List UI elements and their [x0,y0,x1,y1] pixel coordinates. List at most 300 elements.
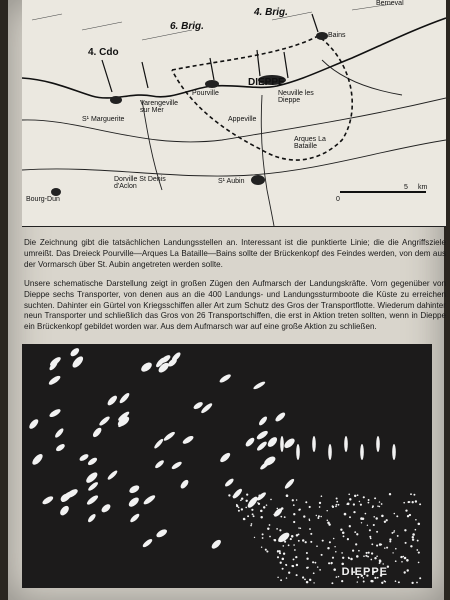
landing-craft-mark [389,493,391,495]
landing-craft-mark [262,533,264,535]
landing-craft-mark [241,497,243,499]
landing-craft-mark [298,540,300,542]
landing-craft-mark [371,543,373,545]
landing-craft-mark [261,547,262,548]
map-label-dieppe: DIEPPE [248,77,285,88]
landing-craft-mark [412,536,414,538]
landing-craft-mark [296,564,298,566]
landing-craft-mark [306,552,308,554]
map-label-neuville: Neuville les Dieppe [278,90,314,104]
landing-craft-mark [300,527,302,529]
landing-craft-mark [386,519,388,521]
landing-craft-mark [348,493,350,495]
landing-craft-mark [305,501,307,503]
landing-craft-mark [381,582,383,584]
landing-craft-mark [349,516,351,518]
landing-craft-mark [306,581,309,584]
landing-craft-mark [398,581,400,583]
landing-craft-mark [241,508,243,510]
landing-craft-mark [304,579,306,581]
warship-mark [376,436,380,452]
ship-mark [246,495,259,509]
landing-craft-mark [406,569,408,571]
landing-craft-mark [313,572,315,574]
ship-mark [48,374,62,386]
landing-craft-mark [363,555,365,557]
landing-craft-mark [280,516,282,518]
landing-craft-mark [267,528,269,530]
landing-craft-mark [245,507,247,509]
landing-craft-mark [384,521,386,523]
warship-mark [296,444,300,460]
map-label-bourg-dun: Bourg-Dun [26,196,60,203]
landing-craft-mark [251,509,253,511]
ship-mark [106,394,119,407]
landing-craft-mark [309,506,311,508]
warship-mark [392,444,396,460]
ship-mark [28,418,40,431]
landing-craft-mark [368,499,370,501]
ship-mark [219,451,232,463]
landing-craft-mark [395,548,397,550]
landing-craft-mark [365,513,367,515]
landing-craft-mark [419,577,421,579]
landing-craft-mark [316,515,317,516]
landing-craft-mark [336,498,338,500]
landing-craft-mark [322,540,324,542]
landing-craft-mark [360,504,362,506]
warship-mark [280,436,284,452]
landing-craft-mark [369,536,371,538]
landing-craft-mark [374,497,376,499]
landing-craft-mark [333,538,335,540]
ship-mark [179,478,190,489]
landing-craft-mark [270,499,272,501]
landing-craft-mark [395,560,397,562]
landing-craft-mark [306,558,308,560]
landing-craft-mark [355,543,357,545]
ship-mark [86,494,100,506]
landing-craft-mark [408,501,410,503]
landing-craft-mark [357,494,359,496]
landing-craft-mark [293,504,295,506]
landing-craft-mark [263,495,265,497]
landing-craft-mark [419,503,421,505]
landing-craft-mark [280,562,282,564]
landing-craft-mark [412,533,415,536]
landing-craft-mark [400,556,402,558]
landing-craft-mark [293,513,295,515]
landing-craft-mark [370,538,372,540]
landing-craft-mark [372,581,374,583]
landing-craft-mark [386,547,388,549]
landing-craft-mark [376,545,378,547]
landing-craft-mark [298,527,300,529]
ship-mark [171,460,183,470]
landing-craft-mark [310,533,312,535]
landing-craft-mark [368,502,370,504]
landing-craft-mark [309,520,310,521]
landing-craft-mark [343,535,345,537]
landing-craft-mark [341,580,343,582]
landing-craft-mark [363,581,365,583]
landing-craft-mark [250,525,252,527]
landing-craft-mark [285,564,287,566]
landing-craft-mark [389,538,391,540]
landing-craft-mark [336,576,338,578]
map-label-cdo: 4. Cdo [88,47,119,58]
landing-craft-mark [277,556,279,558]
ship-mark [224,477,235,487]
landing-craft-mark [415,519,417,521]
landing-craft-mark [417,540,419,542]
landing-craft-mark [411,582,413,584]
landing-craft-mark [247,515,249,517]
landing-craft-mark [284,541,286,543]
ship-mark [100,503,112,514]
landing-craft-mark [277,577,278,578]
landing-craft-mark [312,561,314,563]
landing-craft-mark [354,495,356,497]
landing-craft-mark [416,582,418,584]
landing-craft-mark [348,557,350,559]
landing-craft-mark [415,500,417,502]
landing-craft-mark [397,535,399,537]
landing-craft-mark [327,547,329,549]
map-label-pourville: Pourville [192,90,219,97]
landing-craft-mark [334,546,335,547]
landing-craft-mark [333,568,336,571]
landing-craft-mark [359,501,360,502]
landing-craft-mark [316,545,318,547]
ship-mark [283,437,297,450]
landing-craft-mark [396,515,398,517]
landing-craft-mark [288,572,290,574]
landing-craft-mark [293,521,295,523]
landing-craft-mark [373,524,375,526]
map-scale-unit: km [418,184,428,191]
landing-craft-mark [302,539,304,541]
landing-craft-mark [377,505,379,507]
map-label-varengeville: Varengeville sur Mer [140,100,179,114]
landing-craft-mark [356,555,359,558]
landing-craft-mark [353,511,355,513]
landing-craft-mark [276,511,278,513]
landing-craft-mark [391,532,393,534]
landing-craft-mark [374,557,376,559]
landing-craft-mark [329,541,331,543]
landing-craft-mark [293,558,295,560]
landing-craft-mark [307,567,309,569]
ship-mark [54,427,65,439]
landing-craft-mark [309,528,311,530]
ship-mark [277,531,291,544]
landing-craft-mark [367,525,368,526]
landing-craft-mark [376,531,378,533]
landing-craft-mark [326,510,327,511]
warship-mark [360,444,364,460]
landing-craft-mark [349,525,351,527]
landing-craft-mark [280,579,282,581]
ship-mark [244,436,256,448]
ship-mark [266,435,279,448]
landing-craft-mark [327,522,330,525]
map-illustration [22,0,446,227]
map-label-appeville: Appeville [228,116,257,123]
landing-craft-mark [269,524,271,526]
landing-craft-mark [379,562,381,564]
landing-craft-mark [381,503,383,505]
landing-craft-mark [327,520,329,522]
landing-craft-mark [305,541,307,543]
landing-craft-mark [406,559,409,562]
ship-mark [252,380,266,390]
landing-craft-mark [368,552,370,554]
landing-craft-mark [347,503,350,506]
landing-craft-mark [240,500,242,502]
landing-craft-mark [349,498,351,500]
dieppe-label: DIEPPE [341,566,388,578]
landing-craft-mark [332,557,334,559]
landing-craft-mark [415,529,417,531]
landing-craft-mark [321,495,323,497]
landing-craft-mark [354,531,356,533]
map-scale-five: 5 [404,184,408,191]
magazine-page [8,0,444,600]
landing-craft-mark [317,517,319,519]
landing-craft-mark [356,533,358,535]
map-label-6-brig: 6. Brig. [170,21,204,32]
map-caption: Die Zeichnung gibt die tatsächlichen Landungsstellen an. Interessant ist die punktierte Linie; die die Angriffsziele umreißt. Das Dreieck Pourville—Arques La Bataille—Bains sollte der Brückenkopf des Feindes werden, von dem aus der Vormarsch über St. Aubin angetreten werden sollte. [24,238,446,269]
warship-mark [344,436,348,452]
landing-craft-mark [394,530,396,532]
landing-craft-mark [298,509,300,511]
fleet-deployment-image [22,344,432,588]
ship-mark [71,355,85,370]
ship-mark [256,491,267,502]
landing-craft-mark [318,515,320,517]
landing-craft-mark [366,552,368,554]
landing-craft-mark [335,551,337,553]
ship-mark [258,415,269,426]
landing-craft-mark [335,506,337,508]
ship-mark [210,538,222,550]
landing-craft-mark [341,563,344,566]
landing-craft-mark [393,531,394,532]
landing-craft-mark [291,565,293,567]
map-label-marguerite: S¹ Marguerite [82,116,125,123]
landing-craft-mark [263,506,265,508]
landing-craft-mark [294,549,296,551]
landing-craft-mark [283,553,285,555]
landing-craft-mark [416,549,418,551]
landing-craft-mark [284,516,286,518]
landing-craft-mark [412,539,414,541]
landing-craft-mark [303,515,305,517]
landing-craft-mark [281,538,283,540]
landing-craft-mark [379,543,382,546]
landing-craft-mark [296,499,298,501]
landing-craft-mark [310,541,312,543]
landing-craft-mark [252,513,254,515]
landing-craft-mark [357,581,358,582]
landing-craft-mark [412,501,414,503]
landing-craft-mark [382,563,383,564]
landing-craft-mark [344,513,347,516]
landing-craft-mark [269,536,271,538]
landing-craft-mark [260,516,262,518]
landing-craft-mark [370,559,372,561]
landing-craft-mark [375,517,377,519]
landing-craft-mark [282,545,284,547]
landing-craft-mark [228,494,230,496]
landing-craft-mark [376,556,378,558]
landing-craft-mark [372,506,374,508]
landing-craft-mark [409,514,411,516]
landing-craft-mark [260,510,263,513]
landing-craft-mark [347,538,349,540]
ship-mark [55,443,66,453]
map-label-st-aubin: S¹ Aubin [218,178,245,185]
landing-craft-mark [246,493,248,495]
ship-mark [153,438,164,450]
landing-craft-mark [313,582,314,583]
landing-craft-mark [336,504,338,506]
ship-mark [182,434,195,445]
ship-mark [69,347,81,358]
landing-craft-mark [276,528,278,530]
landing-craft-mark [331,582,333,584]
landing-craft-mark [404,571,406,573]
landing-craft-mark [279,540,281,542]
fleet-caption: Unsere schematische Darstellung zeigt in großen Zügen den Aufmarsch der Landungskräfte. Vorn gegenüber von Dieppe sechs Transporter, von denen aus an die 400 Landungs- und Landungssturmboote die Küste zu erreichen suchten. Dahinter ein Gürtel von Kriegsschiffen aller Art zum Schutz des Gros der Transportflotte. Wiederum dahinter neun Transporter und schließlich das Gros von 26 Transportschiffen, die erst in Aktion treten sollten, wenn in Dieppe ein Brückenkopf gebildet worden war. Aus dem Aufmarsch war auf eine große Aktion zu schließen. [24,279,446,332]
landing-craft-mark [281,507,284,510]
landing-craft-mark [395,580,397,582]
landing-craft-mark [321,554,323,556]
landing-craft-mark [410,493,412,495]
landing-craft-mark [262,537,264,539]
landing-craft-mark [233,496,235,498]
landing-craft-mark [328,562,330,564]
landing-craft-mark [292,499,294,501]
map-label-bains: Bains [328,32,346,39]
landing-craft-mark [296,574,298,576]
ship-mark [78,453,89,462]
landing-craft-mark [342,557,344,559]
landing-craft-mark [403,502,405,504]
landing-craft-mark [273,514,275,516]
landing-craft-mark [279,529,281,531]
landing-craft-mark [266,504,268,506]
landing-craft-mark [251,523,253,525]
landing-craft-mark [243,518,246,521]
landing-craft-mark [295,556,297,558]
landing-craft-mark [293,544,295,546]
ship-mark [155,528,168,539]
ship-mark [256,440,268,452]
ship-mark [255,429,269,441]
warship-mark [312,436,316,452]
ship-mark [87,513,97,524]
fleet-drawing [22,344,432,588]
landing-craft-mark [361,522,362,523]
landing-craft-mark [389,540,391,542]
landing-craft-mark [394,513,396,515]
ship-mark [98,415,111,427]
landing-craft-mark [298,533,300,535]
landing-craft-mark [401,561,403,563]
landing-craft-mark [418,552,420,554]
landing-craft-mark [279,552,281,554]
map-scale-zero: 0 [336,196,340,203]
landing-craft-mark [379,559,382,562]
ship-mark [142,538,154,549]
landing-craft-mark [379,506,381,508]
ship-mark [129,512,141,523]
landing-craft-mark [353,503,355,505]
landing-craft-mark [278,550,280,552]
map-label-4-brig: 4. Brig. [254,7,288,18]
landing-craft-mark [283,539,285,541]
landing-craft-mark [392,552,393,553]
landing-craft-mark [331,563,333,565]
landing-craft-mark [274,539,276,541]
landing-craft-mark [404,557,407,560]
landing-craft-mark [360,517,363,520]
landing-craft-mark [319,506,321,508]
landing-craft-mark [263,493,265,495]
landing-craft-mark [286,494,289,497]
landing-craft-mark [381,515,384,518]
landing-craft-mark [314,562,316,564]
ship-mark [48,408,61,419]
landing-craft-mark [236,504,238,506]
landing-craft-mark [332,505,334,507]
landing-craft-mark [257,502,258,503]
ship-mark [154,459,165,470]
landing-craft-mark [302,576,304,578]
warship-mark [328,444,332,460]
landing-craft-mark [418,562,420,564]
landing-craft-mark [350,558,353,561]
landing-craft-mark [405,542,407,544]
landing-craft-mark [238,510,240,512]
landing-craft-mark [317,566,318,567]
map-label-berneval: Berneval [376,0,404,7]
ship-mark [218,373,232,384]
ship-mark [274,411,287,423]
ship-mark [41,495,54,506]
ship-mark [87,456,99,466]
ship-mark [58,504,70,517]
ship-mark [128,484,141,495]
ship-mark [163,430,177,442]
landing-craft-mark [418,523,421,526]
ship-mark [106,469,118,481]
landing-craft-mark [341,552,343,554]
landing-craft-mark [352,550,354,552]
ship-mark [284,478,296,490]
landing-craft-mark [254,537,255,538]
landing-craft-mark [405,509,407,511]
landing-craft-mark [340,529,342,531]
landing-craft-mark [258,495,260,497]
landing-craft-mark [371,552,373,554]
landing-craft-mark [291,535,294,538]
landing-craft-mark [282,558,285,561]
landing-craft-mark [282,568,284,570]
landing-craft-mark [365,555,367,557]
